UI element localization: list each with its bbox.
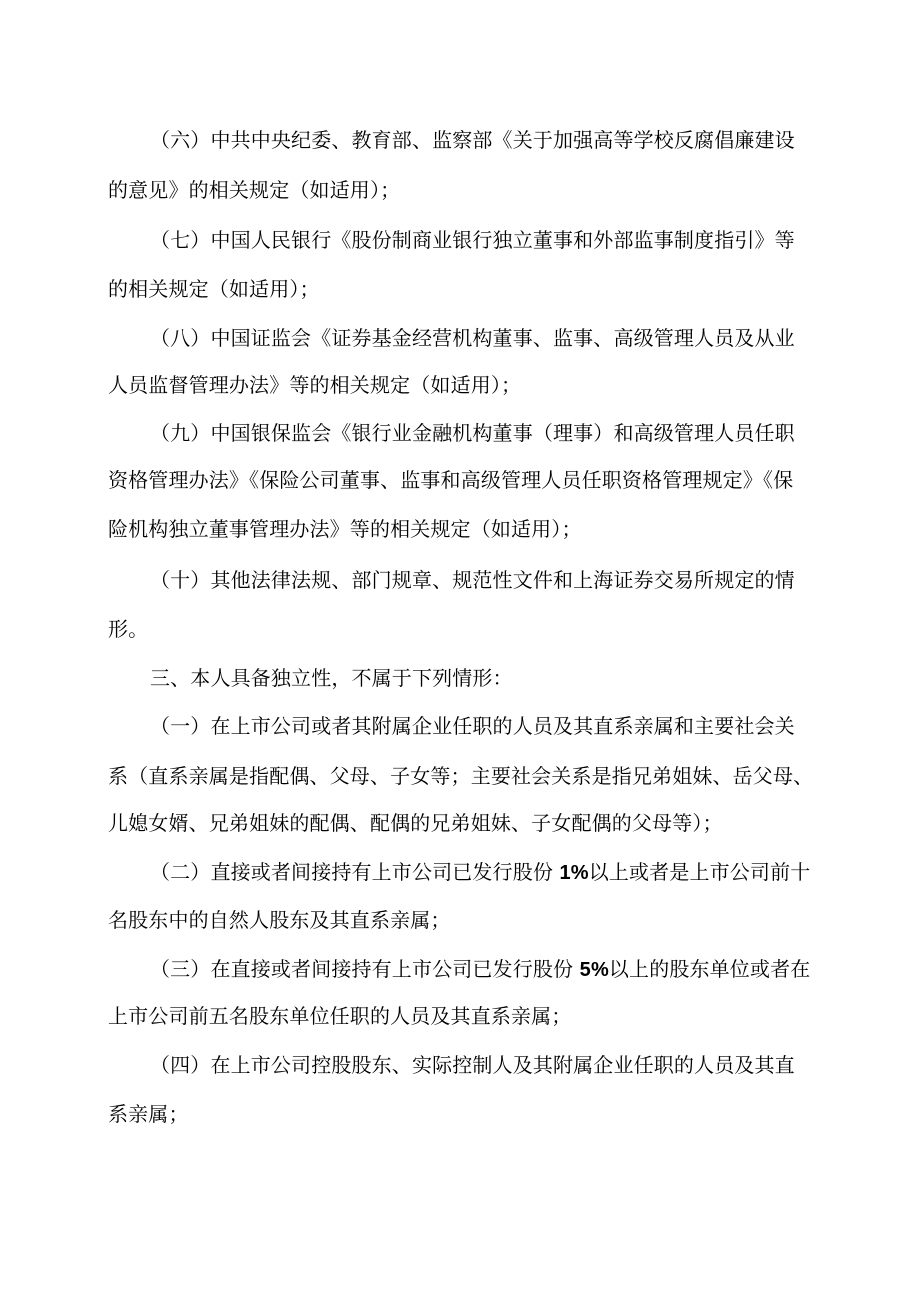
sub-2-figure: 1% [559, 862, 589, 884]
sub-2-text-before: （二）直接或者间接持有上市公司已发行股份 [150, 860, 560, 884]
sub-1-line-2: 系（直系亲属是指配偶、父母、子女等；主要社会关系是指兄弟姐妹、岳父母、 [108, 764, 814, 788]
sub-2-line-2: 名股东中的自然人股东及其直系亲属； [108, 908, 451, 932]
item-8-line-1: （八）中国证监会《证券基金经营机构董事、监事、高级管理人员及从业 [150, 326, 795, 350]
item-8-line-2: 人员监督管理办法》等的相关规定（如适用）； [108, 373, 522, 397]
sub-1-line-3: 儿媳女婿、兄弟姐妹的配偶、配偶的兄弟姐妹、子女配偶的父母等）； [108, 811, 723, 835]
sub-3-line-1 [150, 957, 810, 982]
sub-4-line-1: （四）在上市公司控股股东、实际控制人及其附属企业任职的人员及其直 [150, 1053, 795, 1077]
item-10-line-2: 形。 [108, 617, 149, 641]
item-10-line-1: （十）其他法律法规、部门规章、规范性文件和上海证券交易所规定的情 [150, 568, 795, 592]
item-6-line-1: （六）中共中央纪委、教育部、监察部《关于加强高等学校反腐倡廉建设 [150, 128, 795, 152]
sub-2-text-after: 以上或者是上市公司前十 [588, 860, 811, 884]
item-9-line-2: 资格管理办法》《保险公司董事、监事和高级管理人员任职资格管理规定》《保 [108, 468, 794, 492]
sub-2-line-1 [150, 860, 810, 885]
item-9-line-3: 险机构独立董事管理办法》等的相关规定（如适用）； [108, 517, 582, 541]
sub-3-figure: 5% [579, 959, 609, 981]
item-9-line-1: （九）中国银保监会《银行业金融机构董事（理事）和高级管理人员任职 [150, 421, 795, 445]
item-6-line-2: 的意见》的相关规定（如适用）； [108, 178, 401, 202]
sub-3-text-after: 以上的股东单位或者在 [608, 957, 811, 981]
sub-1-line-1: （一）在上市公司或者其附属企业任职的人员及其直系亲属和主要社会关 [150, 714, 795, 738]
sub-3-text-before: （三）在直接或者间接持有上市公司已发行股份 [150, 957, 580, 981]
sub-3-line-2: 上市公司前五名股东单位任职的人员及其直系亲属； [108, 1004, 572, 1028]
item-7-line-1: （七）中国人民银行《股份制商业银行独立董事和外部监事制度指引》等 [150, 228, 795, 252]
sub-4-line-2: 系亲属； [108, 1102, 189, 1126]
section-3-heading: 三、本人具备独立性，不属于下列情形： [150, 666, 513, 690]
item-7-line-2: 的相关规定（如适用）； [108, 277, 320, 301]
